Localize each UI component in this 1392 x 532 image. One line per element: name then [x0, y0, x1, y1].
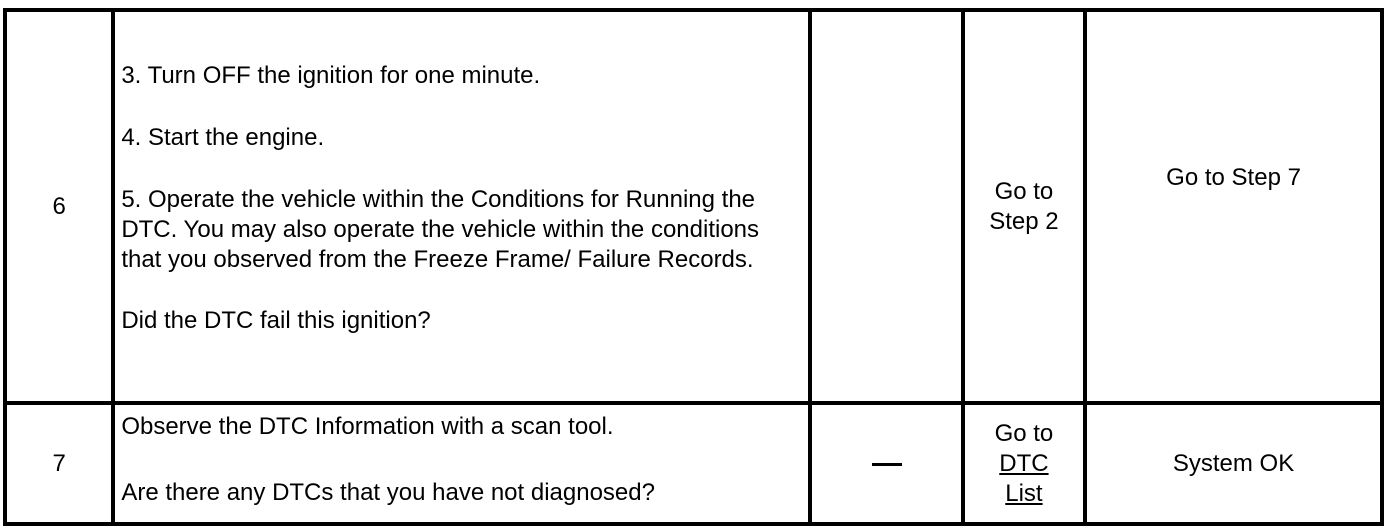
step-number: 6 — [5, 10, 113, 403]
value-cell — [810, 10, 962, 403]
step-action — [113, 403, 810, 524]
action-line: 4. Start the engine. — [121, 124, 325, 151]
table-row — [5, 403, 1382, 524]
value-cell — [810, 403, 962, 524]
yes-text: Go to — [994, 177, 1054, 205]
step-number: 7 — [5, 403, 113, 524]
no-cell: Go to Step 7 — [1085, 10, 1382, 403]
diagnostic-table — [3, 8, 1384, 526]
action-line: Are there any DTCs that you have not diagnosed? — [121, 479, 655, 507]
action-line: 5. Operate the vehicle within the Conditions for Running the DTC. You may also operate the vehicle within the conditions that you observed from the Freeze Frame/ Failure Records. — [121, 186, 760, 273]
yes-cell — [963, 403, 1085, 524]
action-line: Observe the DTC Information with a scan tool. — [121, 413, 614, 441]
dash-mark — [872, 463, 902, 466]
yes-text: Go to — [994, 419, 1054, 447]
no-cell: System OK — [1085, 403, 1382, 524]
yes-text: Step 2 — [989, 207, 1059, 235]
step-action — [113, 10, 810, 403]
yes-cell — [963, 10, 1085, 403]
table-row — [5, 10, 1382, 403]
dtc-list-link[interactable]: List — [1005, 479, 1043, 507]
action-line: 3. Turn OFF the ignition for one minute. — [121, 62, 541, 89]
action-line: Did the DTC fail this ignition? — [121, 307, 431, 334]
dtc-list-link[interactable]: DTC — [999, 449, 1049, 477]
